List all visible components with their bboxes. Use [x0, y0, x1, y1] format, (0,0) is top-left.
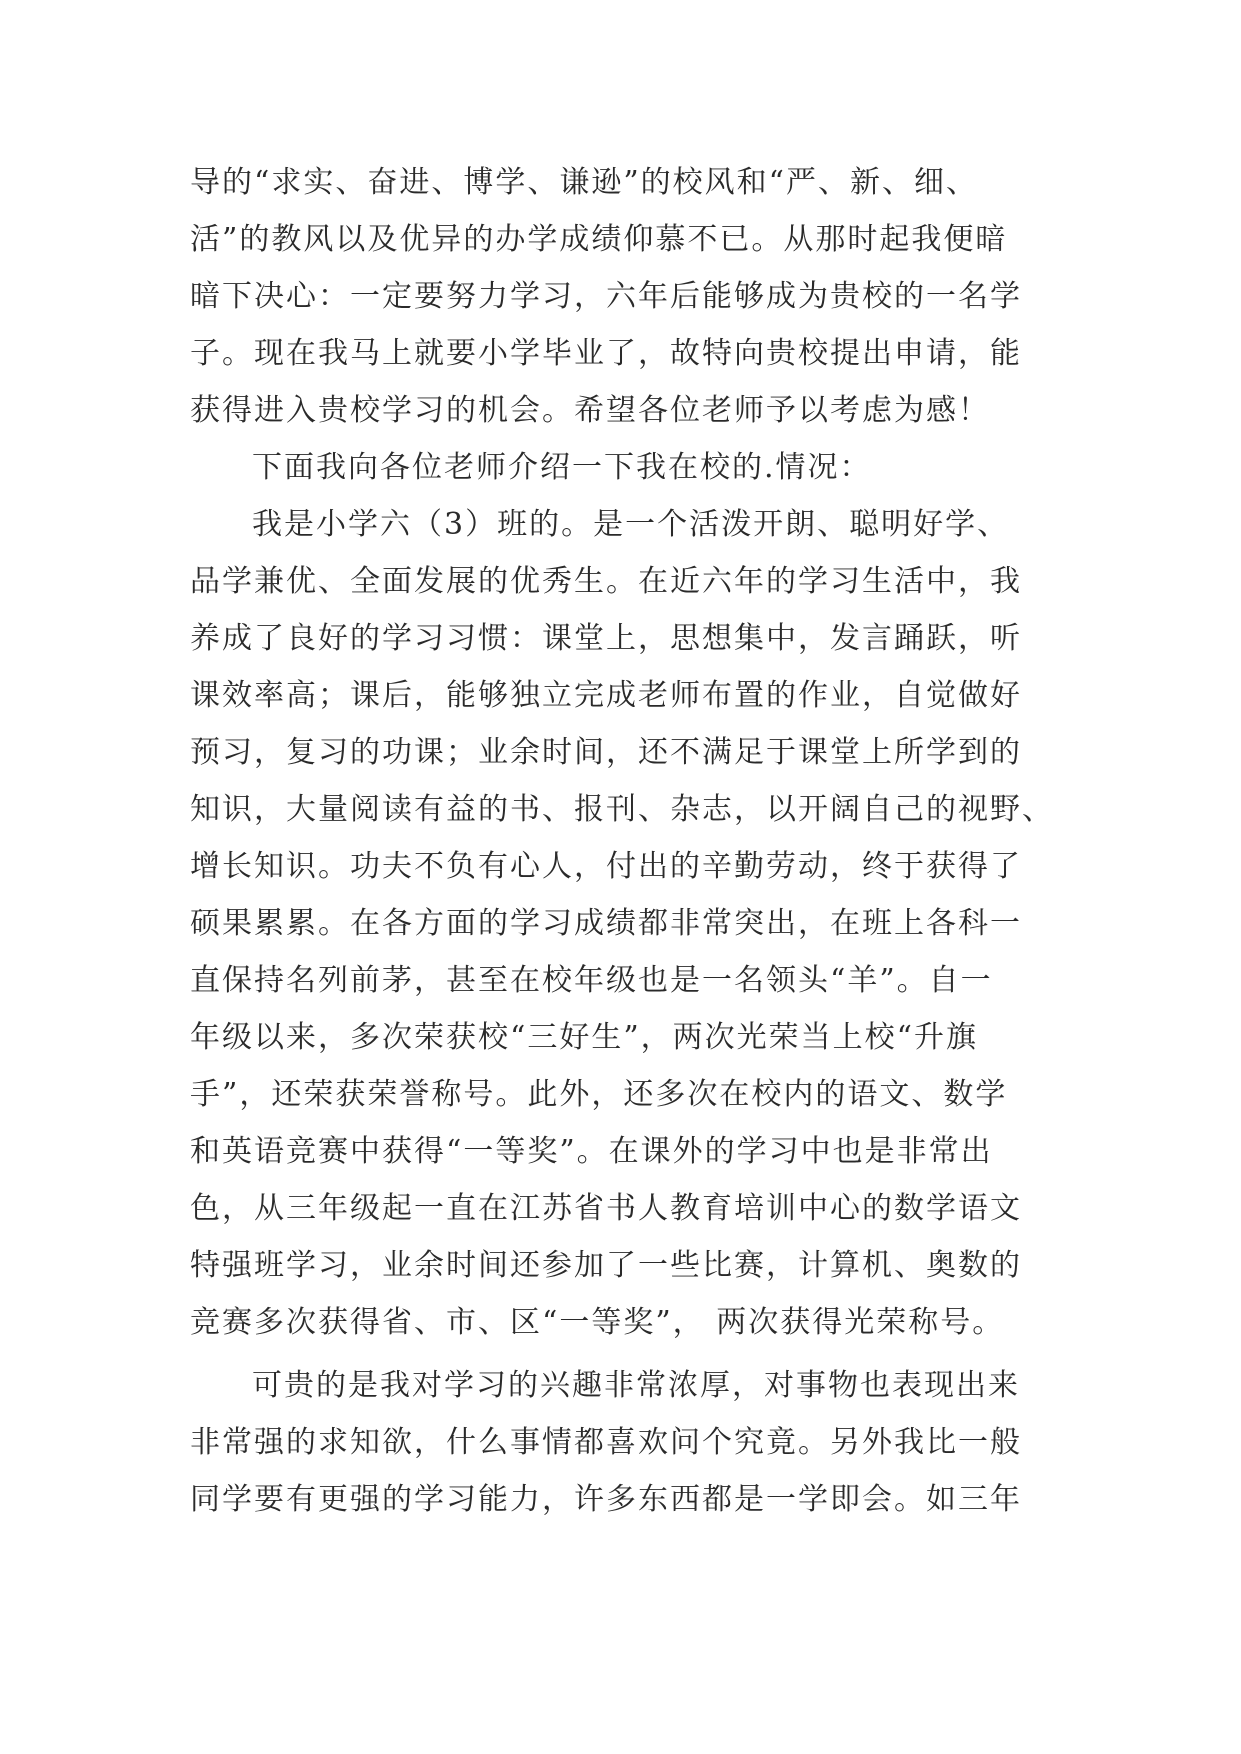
text-line: 直保持名列前茅，甚至在校年级也是一名领头“羊”。自一 — [190, 963, 993, 998]
text-line: 知识，大量阅读有益的书、报刊、杂志，以开阔自己的视野、 — [190, 792, 1054, 827]
paragraph-start-line: 下面我向各位老师介绍一下我在校的.情况： — [252, 450, 872, 485]
text-line: 非常强的求知欲，什么事情都喜欢问个究竟。另外我比一般 — [190, 1425, 1022, 1460]
text-line: 暗下决心：一定要努力学习，六年后能够成为贵校的一名学 — [190, 279, 1022, 314]
text-line: 硕果累累。在各方面的学习成绩都非常突出，在班上各科一 — [190, 906, 1022, 941]
text-line: 子。现在我马上就要小学毕业了，故特向贵校提出申请，能 — [190, 336, 1022, 371]
text-line: 和英语竞赛中获得“一等奖”。在课外的学习中也是非常出 — [190, 1134, 993, 1169]
text-line: 课效率高；课后，能够独立完成老师布置的作业，自觉做好 — [190, 678, 1022, 713]
text-line: 预习，复习的功课；业余时间，还不满足于课堂上所学到的 — [190, 735, 1022, 770]
text-line: 同学要有更强的学习能力，许多东西都是一学即会。如三年 — [190, 1482, 1022, 1517]
text-line: 色，从三年级起一直在江苏省书人教育培训中心的数学语文 — [190, 1191, 1022, 1226]
text-line: 获得进入贵校学习的机会。希望各位老师予以考虑为感！ — [190, 393, 990, 428]
text-line: 养成了良好的学习习惯：课堂上，思想集中，发言踊跃，听 — [190, 621, 1022, 656]
text-line: 导的“求实、奋进、博学、谦逊”的校风和“严、新、细、 — [190, 165, 979, 200]
text-line: 品学兼优、全面发展的优秀生。在近六年的学习生活中，我 — [190, 564, 1022, 599]
text-line: 年级以来，多次荣获校“三好生”，两次光荣当上校“升旗 — [190, 1020, 979, 1055]
text-line: 增长知识。功夫不负有心人，付出的辛勤劳动，终于获得了 — [190, 849, 1022, 884]
text-line: 活”的教风以及优异的办学成绩仰慕不已。从那时起我便暗 — [190, 222, 1008, 257]
paragraph-start-line: 可贵的是我对学习的兴趣非常浓厚，对事物也表现出来 — [252, 1368, 1020, 1403]
text-line: 手”，还荣获荣誉称号。此外，还多次在校内的语文、数学 — [190, 1077, 1008, 1112]
text-line: 竞赛多次获得省、市、区“一等奖”， 两次获得光荣称号。 — [190, 1305, 1005, 1340]
paragraph-start-line: 我是小学六（3）班的。是一个活泼开朗、聪明好学、 — [252, 507, 1010, 542]
text-line: 特强班学习，业余时间还参加了一些比赛，计算机、奥数的 — [190, 1248, 1022, 1283]
